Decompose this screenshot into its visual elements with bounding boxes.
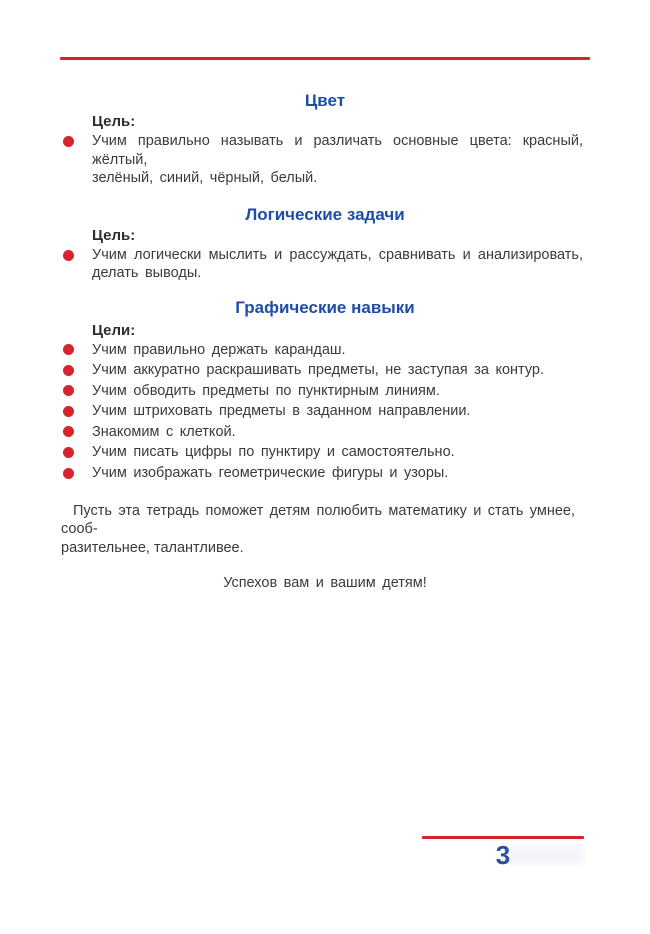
closing-paragraph [61,502,575,558]
list-item [60,381,590,402]
section-title: Цвет [304,91,346,110]
page-footer [422,836,584,870]
bullet-text-line: Учим логически мыслить и рассуждать, сравнивать и анализировать, [92,246,583,263]
closing-paragraph-line: Пусть эта тетрадь поможет детям полюбить математику и стать умнее, сооб- [61,502,575,538]
footer-divider [422,836,584,839]
bullet-icon [63,468,74,479]
section-logic-tasks [60,205,590,283]
goal-label: Цель: [92,113,136,130]
list-item-text: Учим писать цифры по пунктиру и самостоятельно. [92,444,455,461]
bullet-text [92,246,583,283]
bullet-icon [63,250,74,261]
list-item-text: Учим аккуратно раскрашивать предметы, не заступая за контур. [92,362,545,379]
bullet-icon [63,136,74,147]
section-title: Графические навыки [235,297,415,317]
list-item [60,340,590,361]
bullet-icon [63,426,74,437]
bullet-text-line: зелёный, синий, чёрный, белый. [92,170,318,186]
list-item-text: Учим изображать геометрические фигуры и узоры. [92,465,449,482]
bullet-icon [63,344,74,355]
bullet-text [92,132,583,188]
list-item [60,442,590,463]
goal-label: Цели: [92,321,136,339]
list-item [60,360,590,381]
show-through-artifact [508,846,584,864]
section-graphic-skills [60,298,590,484]
wish-line: Успехов вам и вашим детям! [223,575,427,592]
section-color [60,91,590,188]
bullet-item [60,246,590,283]
goal-label: Цель: [92,226,136,244]
list-item-text: Знакомим с клеткой. [92,423,236,440]
bullet-icon [63,406,74,417]
list-item [60,422,590,443]
section-title: Логические задачи [245,204,405,224]
list-item-text: Учим правильно держать карандаш. [92,341,346,358]
list-item [60,463,590,484]
page [0,57,650,934]
bullet-icon [63,447,74,458]
top-divider [60,57,590,60]
bullet-text-line: Учим правильно называть и различать основные цвета: красный, жёлтый, [92,133,583,168]
list-item-text: Учим обводить предметы по пунктирным линиям. [92,382,440,399]
bullet-text-line: делать выводы. [92,265,202,281]
list-item [60,401,590,422]
bullet-icon [63,385,74,396]
page-number: 3 [495,839,511,870]
page-content [60,57,590,870]
skill-list [60,340,590,484]
closing-paragraph-line: разительнее, талантливее. [61,539,244,556]
bullet-icon [63,365,74,376]
bullet-item [60,132,590,188]
list-item-text: Учим штриховать предметы в заданном направлении. [92,403,471,420]
